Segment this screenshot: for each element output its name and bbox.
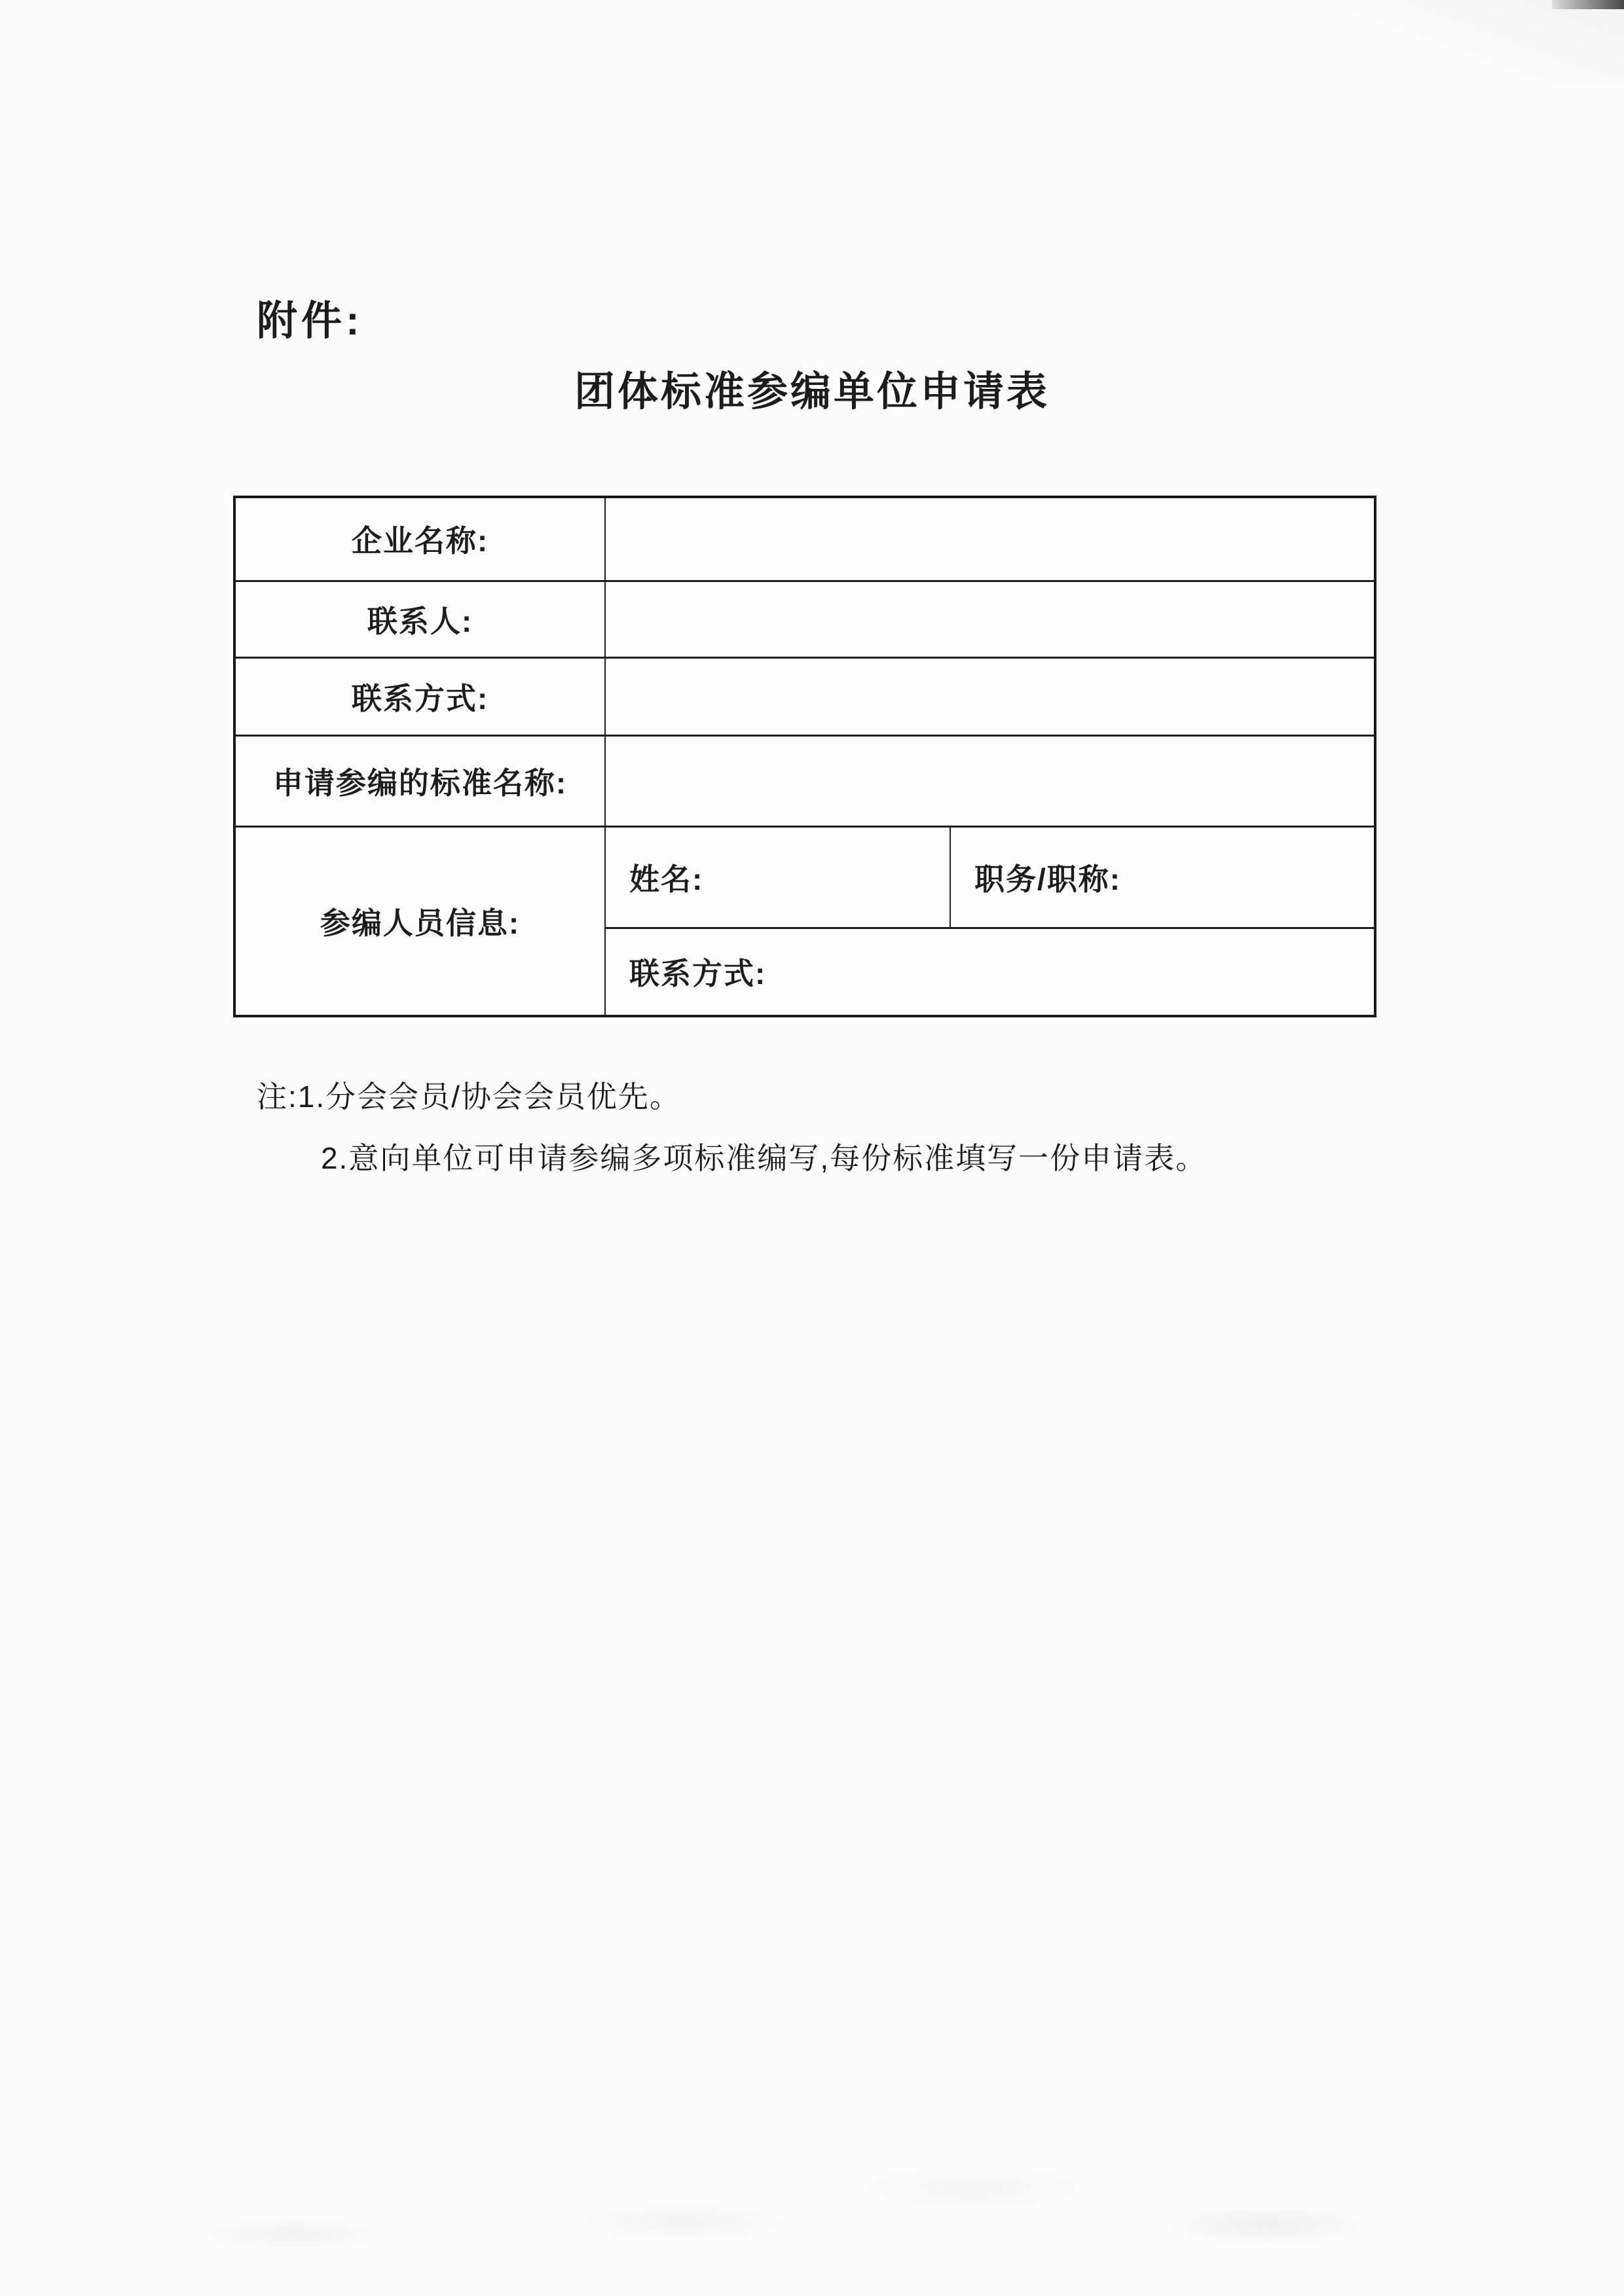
attachment-label: 附件: [257, 299, 363, 344]
page-title: 团体标准参编单位申请表 [574, 369, 1050, 414]
field-label-participants-info: 参编人员信息: [234, 826, 605, 1016]
table-row [234, 657, 1375, 735]
scan-artifact-tint [1349, 0, 1624, 85]
table-row [234, 581, 1375, 657]
footnote-line-1: 注:1.分会会员/协会会员优先。 [257, 1080, 681, 1114]
field-label-contact-person: 联系人: [234, 581, 605, 657]
application-form-table [233, 496, 1376, 1017]
field-label-company-name: 企业名称: [234, 497, 605, 581]
scan-artifact-noise [0, 2152, 1624, 2270]
footnote-line-2: 2.意向单位可申请参编多项标准编写,每份标准填写一份申请表。 [321, 1141, 1208, 1175]
footnotes [257, 1066, 1207, 1189]
field-input-contact-method[interactable] [605, 657, 1375, 735]
scan-artifact-smudge [1552, 0, 1624, 9]
field-label-standard-name: 申请参编的标准名称: [234, 735, 605, 826]
field-participant-position[interactable]: 职务/职称: [950, 826, 1375, 928]
table-row [234, 826, 1375, 928]
field-input-company-name[interactable] [605, 497, 1375, 581]
field-participant-name[interactable]: 姓名: [605, 826, 950, 928]
field-input-standard-name[interactable] [605, 735, 1375, 826]
field-participant-contact[interactable]: 联系方式: [605, 928, 1375, 1016]
field-label-contact-method: 联系方式: [234, 657, 605, 735]
table-row [234, 735, 1375, 826]
table-row [234, 497, 1375, 581]
field-input-contact-person[interactable] [605, 581, 1375, 657]
